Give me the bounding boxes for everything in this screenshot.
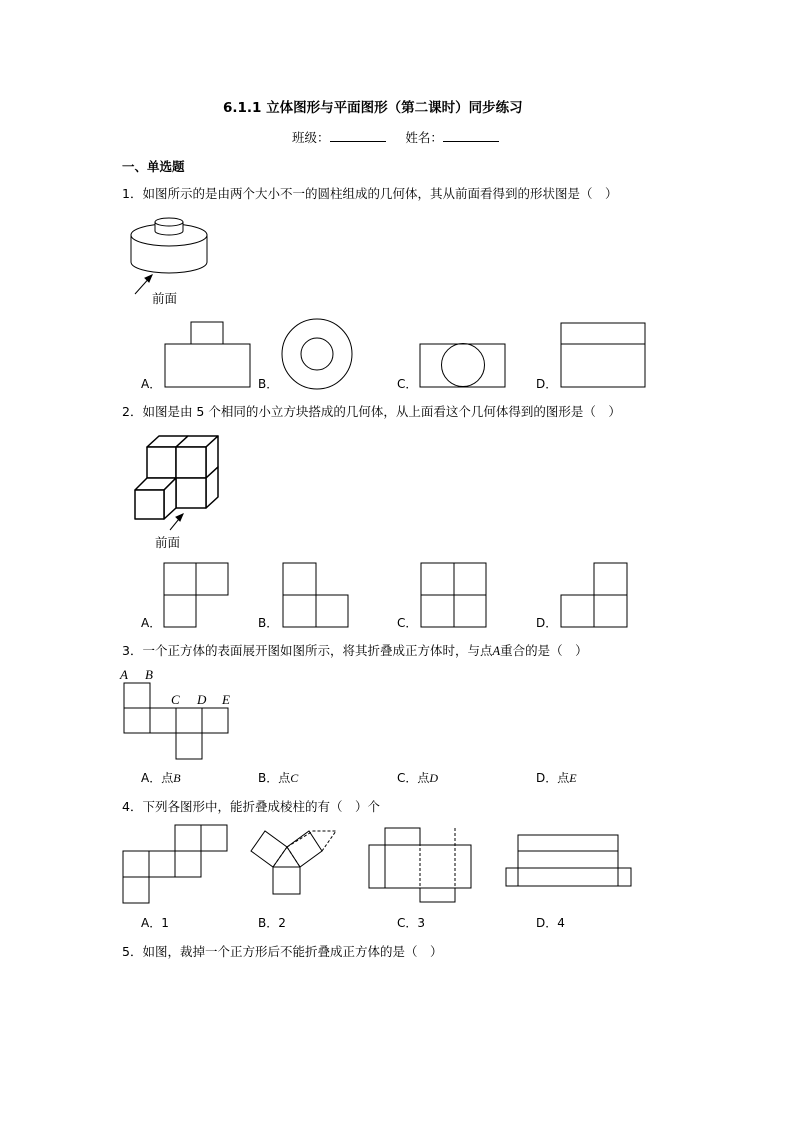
section-title: 一、单选题: [122, 159, 185, 174]
q1-option-b[interactable]: B．: [258, 377, 279, 391]
q3-net-label-d: D: [197, 692, 207, 707]
q1-option-c[interactable]: C．: [397, 377, 418, 391]
name-label: 姓名：: [405, 130, 443, 145]
q3-option-a[interactable]: A．点B: [141, 771, 181, 785]
q4-figure-3: [369, 828, 471, 902]
q3-option-d[interactable]: D．点E: [536, 771, 577, 785]
q2-option-d[interactable]: D．: [536, 616, 558, 630]
q3-net-label-b: B: [145, 667, 153, 682]
q4-figure-4: [506, 835, 631, 886]
question-4-text: 4．下列各图形中，能折叠成棱柱的有（ ）个: [122, 799, 380, 814]
q4-figure-2: [251, 831, 336, 894]
q2-option-a[interactable]: A．: [141, 616, 162, 630]
q2-front-label: 前面: [155, 535, 181, 550]
q1-front-label: 前面: [152, 291, 178, 306]
q3-net-label-a: A: [120, 667, 128, 682]
q3-option-b[interactable]: B．点C: [258, 771, 299, 785]
q4-option-c[interactable]: C．3: [397, 916, 426, 930]
page-title: 6.1.1 立体图形与平面图形（第二课时）同步练习: [223, 100, 523, 116]
q1-option-d[interactable]: D．: [536, 377, 558, 391]
q2-option-b[interactable]: B．: [258, 616, 279, 630]
question-5-text: 5．如图，裁掉一个正方形后不能折叠成正方体的是（ ）: [122, 944, 443, 959]
q4-option-b[interactable]: B．2: [258, 916, 286, 930]
q4-option-d[interactable]: D．4: [536, 916, 565, 930]
q3-net-label-e: E: [222, 692, 230, 707]
q3-net-label-c: C: [171, 692, 180, 707]
q2-option-c[interactable]: C．: [397, 616, 418, 630]
question-3-text: 3．一个正方体的表面展开图如图所示，将其折叠成正方体时，与点A重合的是（ ）: [122, 643, 588, 658]
q1-option-a[interactable]: A．: [141, 377, 162, 391]
question-2-text: 2．如图是由 5 个相同的小立方块搭成的几何体，从上面看这个几何体得到的图形是（ ）: [122, 404, 621, 419]
question-1-text: 1．如图所示的是由两个大小不一的圆柱组成的几何体，其从前面看得到的形状图是（ ）: [122, 186, 618, 201]
class-label: 班级：: [292, 130, 330, 145]
q3-option-c[interactable]: C．点D: [397, 771, 439, 785]
q4-option-a[interactable]: A．1: [141, 916, 169, 930]
q4-figure-1: [123, 825, 227, 903]
